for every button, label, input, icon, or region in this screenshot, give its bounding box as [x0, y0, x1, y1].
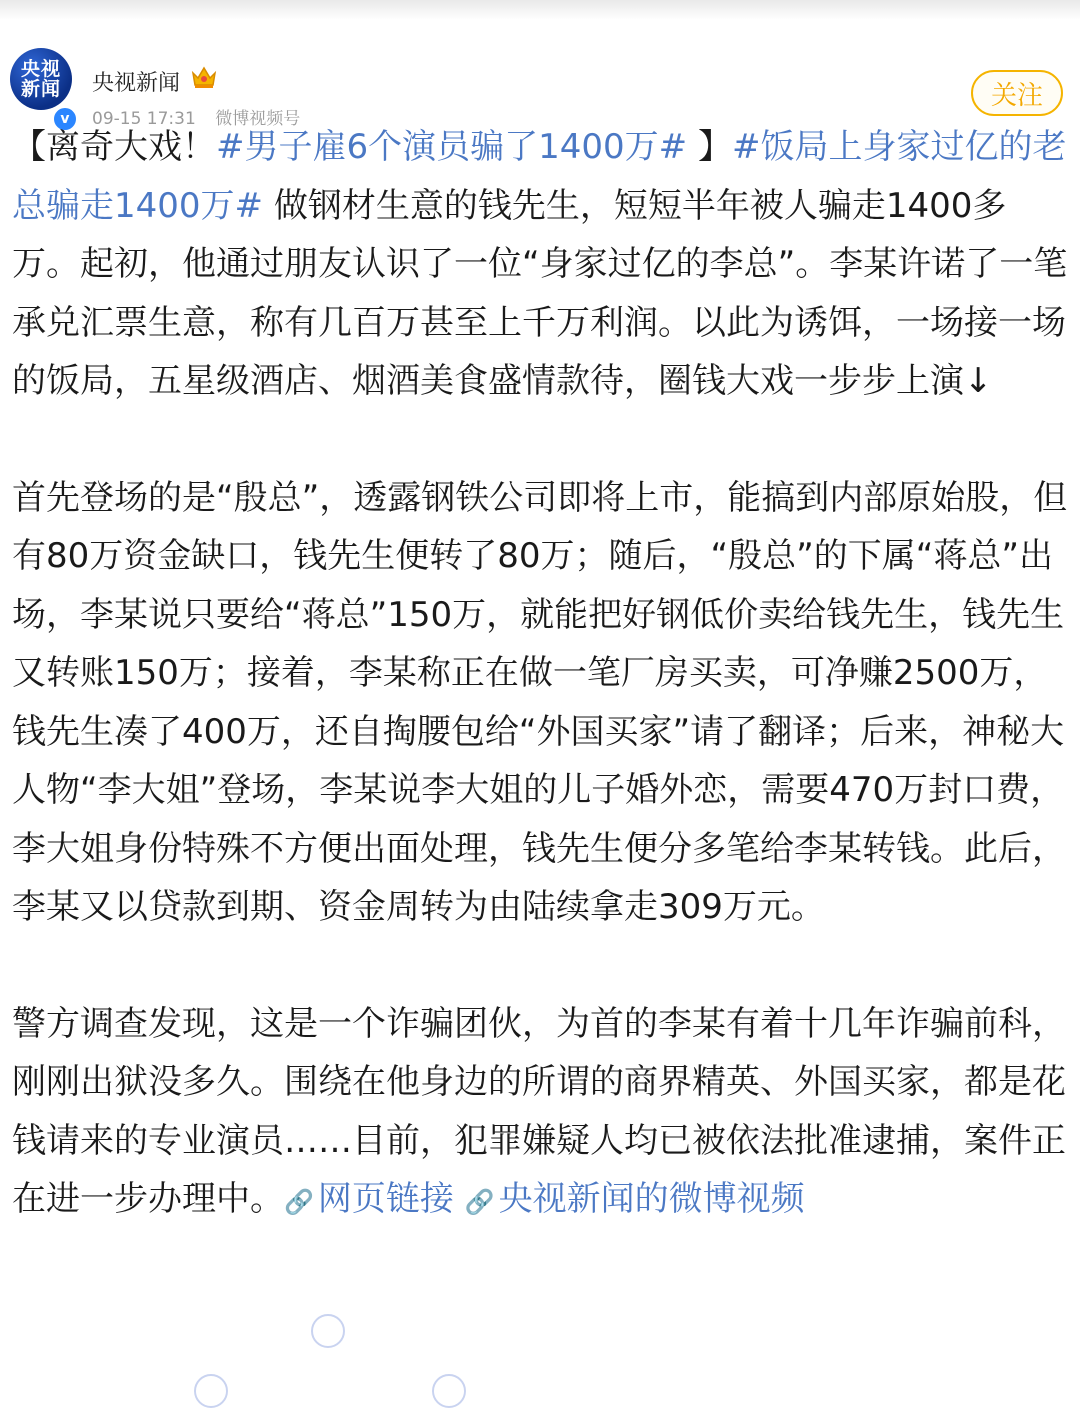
top-divider [0, 0, 1080, 20]
title-prefix: 【离奇大戏！ [12, 127, 216, 167]
video-link[interactable] [465, 1179, 805, 1219]
post-source[interactable]: 微博视频号 [215, 109, 301, 129]
video-link-label: 央视新闻的微博视频 [498, 1179, 805, 1219]
paragraph-2: 首先登场的是“殷总”，透露钢铁公司即将上市，能搞到内部原始股，但有80万资金缺口，钱先生便转了80万；随后，“殷总”的下属“蒋总”出场，李某说只要给“蒋总”150万，就能把好钢低价卖给钱先生，钱先生又转账150万；接着，李某称正在做一笔厂房买卖，可净赚2500万，钱先生凑了400万，还自掏腰包给“外国买家”请了翻译；后来，神秘大人物“李大姐”登场，李某说李大姐的儿子婚外恋，需要470万封口费，李大姐身份特殊不方便出面处理，钱先生便分多笔给李某转钱。此后，李某又以贷款到期、资金周转为由陆续拿走309万元。 [12, 477, 1068, 927]
web-link[interactable] [284, 1179, 454, 1219]
author-name[interactable]: 央视新闻 [92, 71, 181, 96]
paragraph-1-text: 做钢材生意的钱先生，短短半年被人骗走1400多万。起初，他通过朋友认识了一位“身家过亿的李总”。李某许诺了一笔承兑汇票生意，称有几百万甚至上千万利润。以此为诱饵，一场接一场的饭局，五星级酒店、烟酒美食盛情款待，圈钱大戏一步步上演↓ [12, 185, 1068, 401]
avatar-text-bottom: 新闻 [20, 78, 61, 100]
touch-indicator [432, 1374, 466, 1408]
touch-indicator [194, 1374, 228, 1408]
link-icon: 🔗 [464, 1188, 495, 1216]
paragraph-3 [12, 995, 1072, 1232]
title-suffix: 】 [687, 127, 732, 167]
post-body [12, 118, 1072, 1232]
web-link-label: 网页链接 [317, 1179, 454, 1219]
post-time: 09-15 17:31 [92, 109, 196, 129]
hashtag-actors-scam[interactable]: #男子雇6个演员骗了1400万# [216, 127, 688, 167]
touch-indicator [311, 1314, 345, 1348]
avatar-text-top: 央视 [20, 58, 61, 80]
follow-button[interactable]: 关注 [971, 70, 1063, 116]
paragraph-gap [12, 411, 1072, 469]
link-icon: 🔗 [284, 1188, 314, 1216]
paragraph-gap [12, 937, 1072, 995]
post-header [0, 20, 1080, 129]
avatar[interactable] [10, 48, 72, 110]
paragraph-3-text: 警方调查发现，这是一个诈骗团伙，为首的李某有着十几年诈骗前科，刚刚出狱没多久。围绕在他身边的所谓的商界精英、外国买家，都是花钱请来的专业演员……目前，犯罪嫌疑人均已被依法批准逮捕，案件正在进一步办理中。 [12, 1003, 1066, 1219]
hashtag-dinner-scam[interactable]: #饭局上身家过亿的老总骗走1400万# [12, 127, 1067, 226]
paragraph-1 [12, 118, 1072, 411]
crown-icon[interactable] [190, 64, 218, 90]
verified-v-icon: v [52, 106, 78, 132]
